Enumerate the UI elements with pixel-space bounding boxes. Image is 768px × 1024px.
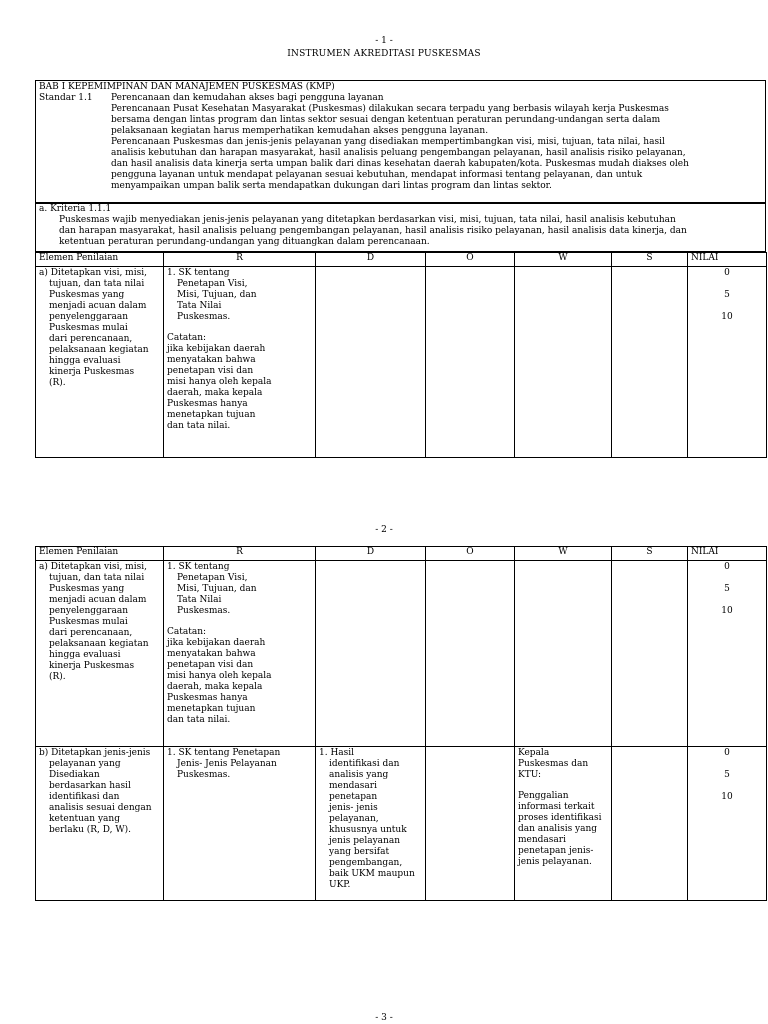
kriteria-description: [59, 215, 762, 248]
nilai-0: 0: [724, 268, 730, 278]
text-line: 1. SK tentang: [167, 268, 230, 278]
text-line: menetapkan tujuan: [167, 704, 256, 714]
text-line: Puskesmas yang: [49, 290, 125, 300]
text-line: pengembangan,: [329, 858, 403, 868]
text-line: Puskesmas wajib menyediakan jenis-jenis pelayanan yang ditetapkan berdasarkan visi, misi, tujuan, tata nilai, hasil analisis kebutuhan: [59, 215, 676, 225]
text-line: dari perencanaan,: [49, 334, 133, 344]
table-row: [36, 561, 767, 747]
text-line: penetapan visi dan: [167, 660, 254, 670]
text-line: identifikasi dan: [329, 759, 400, 769]
standard-block: [35, 80, 766, 204]
text-line: jika kebijakan daerah: [167, 344, 266, 354]
d-cell: [316, 747, 426, 901]
header-nilai: NILAI: [688, 547, 767, 561]
text-line: penetapan: [329, 792, 378, 802]
header-elemen: Elemen Penilaian: [36, 547, 164, 561]
text-line: Perencanaan dan kemudahan akses bagi pengguna layanan: [111, 93, 384, 103]
text-line: dan analisis yang: [518, 824, 598, 834]
standar-label: Standar 1.1: [39, 93, 93, 103]
table-row: [36, 267, 767, 458]
text-line: menyatakan bahwa: [167, 649, 256, 659]
nilai-cell: [688, 747, 767, 901]
page-number-1: - 1 -: [375, 36, 393, 46]
text-line: UKP.: [329, 880, 351, 890]
text-line: Misi, Tujuan, dan: [177, 584, 257, 594]
assessment-table-page-1: [35, 252, 767, 458]
text-line: penetapan visi dan: [167, 366, 254, 376]
document-title: INSTRUMEN AKREDITASI PUSKESMAS: [287, 49, 481, 59]
nilai-5: 5: [724, 770, 730, 780]
r-cell: [164, 267, 316, 458]
text-line: Catatan:: [167, 627, 207, 637]
text-line: dan harapan masyarakat, hasil analisis peluang pengembangan pelayanan, hasil analisis risiko pelayanan, hasil analisis data kinerja, dan: [59, 226, 687, 236]
nilai-0: 0: [724, 748, 730, 758]
text-line: misi hanya oleh kepala: [167, 377, 272, 387]
text-line: khususnya untuk: [329, 825, 407, 835]
text-line: penyelenggaraan: [49, 606, 129, 616]
text-line: KTU:: [518, 770, 542, 780]
text-line: pelayanan yang: [49, 759, 121, 769]
text-line: penetapan jenis-: [518, 846, 594, 856]
text-line: tujuan, dan tata nilai: [49, 279, 145, 289]
text-line: Perencanaan Pusat Kesehatan Masyarakat (Puskesmas) dilakukan secara terpadu yang berbasis wilayah kerja Puskesmas: [111, 104, 669, 114]
o-cell: [426, 747, 515, 901]
text-line: menyatakan bahwa: [167, 355, 256, 365]
text-line: berdasarkan hasil: [49, 781, 131, 791]
nilai-10: 10: [721, 792, 733, 802]
text-line: dan hasil analisis data kinerja serta umpan balik dari dinas kesehatan daerah kabupaten/kota. Puskesmas mudah diakses oleh: [111, 159, 689, 169]
text-line: Puskesmas hanya: [167, 399, 248, 409]
text-line: Puskesmas dan: [518, 759, 589, 769]
text-line: Kepala: [518, 748, 550, 758]
text-line: bersama dengan lintas program dan lintas sektor sesuai dengan ketentuan peraturan perundang-undangan serta dalam: [111, 115, 661, 125]
text-line: mendasari: [518, 835, 566, 845]
text-line: analisis yang: [329, 770, 389, 780]
standar-description: [111, 93, 762, 192]
text-line: Puskesmas.: [177, 312, 231, 322]
header-r: R: [164, 253, 316, 267]
text-line: ketentuan peraturan perundang-undangan yang dituangkan dalam perencanaan.: [59, 237, 430, 247]
s-cell: [612, 747, 688, 901]
header-r: R: [164, 547, 316, 561]
elemen-cell: [36, 267, 164, 458]
text-line: 1. SK tentang: [167, 562, 230, 572]
s-cell: [612, 561, 688, 747]
kriteria-block: [35, 202, 766, 252]
header-s: S: [612, 547, 688, 561]
text-line: 1. Hasil: [319, 748, 355, 758]
elemen-cell: [36, 561, 164, 747]
text-line: berlaku (R, D, W).: [49, 825, 131, 835]
bab-heading: BAB I KEPEMIMPINAN DAN MANAJEMEN PUSKESMAS (KMP): [39, 82, 335, 92]
nilai-10: 10: [721, 312, 733, 322]
text-line: hingga evaluasi: [49, 356, 121, 366]
text-line: (R).: [49, 672, 66, 682]
text-line: kinerja Puskesmas: [49, 367, 135, 377]
text-line: penyelenggaraan: [49, 312, 129, 322]
page-number-3: - 3 -: [375, 1013, 393, 1023]
w-cell: [515, 561, 612, 747]
text-line: proses identifikasi: [518, 813, 602, 823]
text-line: tujuan, dan tata nilai: [49, 573, 145, 583]
text-line: daerah, maka kepala: [167, 682, 263, 692]
table-header-row: [36, 547, 767, 561]
text-line: menjadi acuan dalam: [49, 595, 147, 605]
nilai-cell: [688, 561, 767, 747]
text-line: misi hanya oleh kepala: [167, 671, 272, 681]
header-w: W: [515, 547, 612, 561]
text-line: Puskesmas.: [177, 770, 231, 780]
nilai-5: 5: [724, 290, 730, 300]
text-line: Jenis- Jenis Pelayanan: [177, 759, 277, 769]
text-line: Puskesmas mulai: [49, 323, 128, 333]
text-line: a) Ditetapkan visi, misi,: [39, 562, 147, 572]
header-o: O: [426, 547, 515, 561]
text-line: Penetapan Visi,: [177, 279, 248, 289]
text-line: menetapkan tujuan: [167, 410, 256, 420]
text-line: Perencanaan Puskesmas dan jenis-jenis pelayanan yang disediakan mempertimbangkan visi, misi, tujuan, tata nilai, hasil: [111, 137, 665, 147]
text-line: dan tata nilai.: [167, 715, 231, 725]
text-line: Tata Nilai: [177, 301, 222, 311]
header-o: O: [426, 253, 515, 267]
text-line: dari perencanaan,: [49, 628, 133, 638]
text-line: hingga evaluasi: [49, 650, 121, 660]
o-cell: [426, 561, 515, 747]
text-line: jenis pelayanan: [329, 836, 401, 846]
text-line: Penggalian: [518, 791, 569, 801]
text-line: jika kebijakan daerah: [167, 638, 266, 648]
text-line: menjadi acuan dalam: [49, 301, 147, 311]
text-line: yang bersifat: [329, 847, 390, 857]
text-line: jenis- jenis: [329, 803, 378, 813]
text-line: identifikasi dan: [49, 792, 120, 802]
header-w: W: [515, 253, 612, 267]
header-nilai: NILAI: [688, 253, 767, 267]
r-cell: [164, 561, 316, 747]
text-line: Disediakan: [49, 770, 100, 780]
text-line: jenis pelayanan.: [518, 857, 592, 867]
text-line: kinerja Puskesmas: [49, 661, 135, 671]
r-cell: [164, 747, 316, 901]
nilai-cell: [688, 267, 767, 458]
text-line: analisis sesuai dengan: [49, 803, 152, 813]
text-line: pelayanan,: [329, 814, 379, 824]
header-d: D: [316, 253, 426, 267]
text-line: a) Ditetapkan visi, misi,: [39, 268, 147, 278]
text-line: pelaksanaan kegiatan: [49, 639, 149, 649]
text-line: 1. SK tentang Penetapan: [167, 748, 281, 758]
text-line: informasi terkait: [518, 802, 595, 812]
d-cell: [316, 561, 426, 747]
text-line: pelaksanaan kegiatan harus memperhatikan kemudahan akses pengguna layanan.: [111, 126, 489, 136]
o-cell: [426, 267, 515, 458]
header-s: S: [612, 253, 688, 267]
nilai-10: 10: [721, 606, 733, 616]
text-line: analisis kebutuhan dan harapan masyarakat, hasil analisis peluang pengembangan pelayanan, hasil analisis risiko pelayanan,: [111, 148, 686, 158]
text-line: Tata Nilai: [177, 595, 222, 605]
text-line: dan tata nilai.: [167, 421, 231, 431]
text-line: daerah, maka kepala: [167, 388, 263, 398]
header-elemen: Elemen Penilaian: [36, 253, 164, 267]
elemen-cell: [36, 747, 164, 901]
text-line: Puskesmas yang: [49, 584, 125, 594]
table-header-row: [36, 253, 767, 267]
table-row: [36, 747, 767, 901]
text-line: (R).: [49, 378, 66, 388]
d-cell: [316, 267, 426, 458]
kriteria-label: a. Kriteria 1.1.1: [39, 204, 112, 214]
text-line: Misi, Tujuan, dan: [177, 290, 257, 300]
header-d: D: [316, 547, 426, 561]
text-line: menyampaikan umpan balik serta mendapatkan dukungan dari lintas program dan lintas sektor.: [111, 181, 552, 191]
text-line: Puskesmas mulai: [49, 617, 128, 627]
nilai-5: 5: [724, 584, 730, 594]
page-number-2: - 2 -: [375, 525, 393, 535]
text-line: Catatan:: [167, 333, 207, 343]
text-line: Puskesmas.: [177, 606, 231, 616]
text-line: Penetapan Visi,: [177, 573, 248, 583]
nilai-0: 0: [724, 562, 730, 572]
w-cell: [515, 747, 612, 901]
text-line: baik UKM maupun: [329, 869, 415, 879]
text-line: b) Ditetapkan jenis-jenis: [39, 748, 151, 758]
s-cell: [612, 267, 688, 458]
text-line: Puskesmas hanya: [167, 693, 248, 703]
text-line: ketentuan yang: [49, 814, 120, 824]
text-line: pelaksanaan kegiatan: [49, 345, 149, 355]
assessment-table-page-2: [35, 546, 767, 901]
text-line: mendasari: [329, 781, 377, 791]
w-cell: [515, 267, 612, 458]
text-line: pengguna layanan untuk mendapat pelayanan sesuai kebutuhan, mendapat informasi tentang pelayanan, dan untuk: [111, 170, 643, 180]
